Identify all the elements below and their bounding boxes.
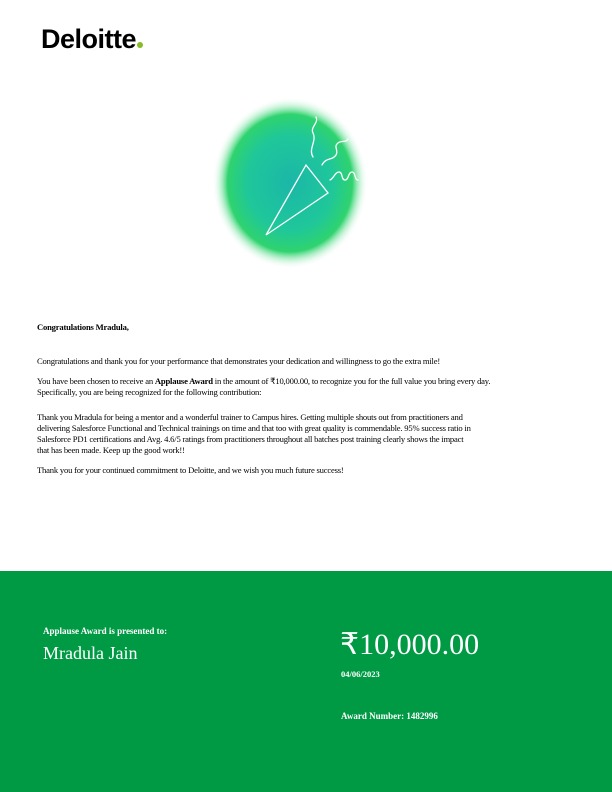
award-number: Award Number: 1482996: [341, 711, 438, 721]
contribution-line: Salesforce PD1 certifications and Avg. 4.6/5 ratings from practitioners throughout all batches post training clearly shows the impact: [37, 434, 464, 444]
award-amount: ₹10,000.00: [340, 628, 480, 661]
paragraph-thanks: Congratulations and thank you for your performance that demonstrates your dedication and willingness to go the extra mile!: [37, 356, 441, 366]
presented-label: Applause Award is presented to:: [43, 626, 168, 636]
deloitte-logo: [41, 24, 143, 55]
contribution-line: Thank you Mradula for being a mentor and a wonderful trainer to Campus hires. Getting multiple shouts out from practitioners and: [37, 412, 463, 422]
award-date: 04/06/2023: [341, 669, 380, 679]
logo-text: Deloitte: [41, 24, 137, 54]
award-name: Applause Award: [154, 376, 213, 386]
paragraph-award: [37, 376, 597, 398]
award-text-after: in the amount of ₹10,000.00, to recognize you for the full value you bring every day.: [212, 376, 491, 386]
greeting: Congratulations Mradula,: [37, 322, 129, 332]
green-glow: [212, 97, 368, 269]
party-popper-illustration: [210, 95, 370, 275]
letter-body: [37, 322, 597, 476]
paragraph-closing: Thank you for your continued commitment to Deloitte, and we wish you much future success!: [37, 465, 344, 475]
award-text-before: You have been chosen to receive an: [37, 376, 155, 386]
contribution-line: delivering Salesforce Functional and Technical trainings on time and that too with great quality is commendable. 95% success ratio in: [37, 423, 471, 433]
award-footer: [0, 571, 612, 792]
paragraph-contribution: [37, 412, 597, 456]
award-text-line2: Specifically, you are being recognized for the following contribution:: [37, 387, 262, 397]
contribution-line: that has been made. Keep up the good work!!: [37, 445, 185, 455]
logo-dot: [137, 42, 143, 48]
recipient-name: Mradula Jain: [43, 643, 138, 663]
